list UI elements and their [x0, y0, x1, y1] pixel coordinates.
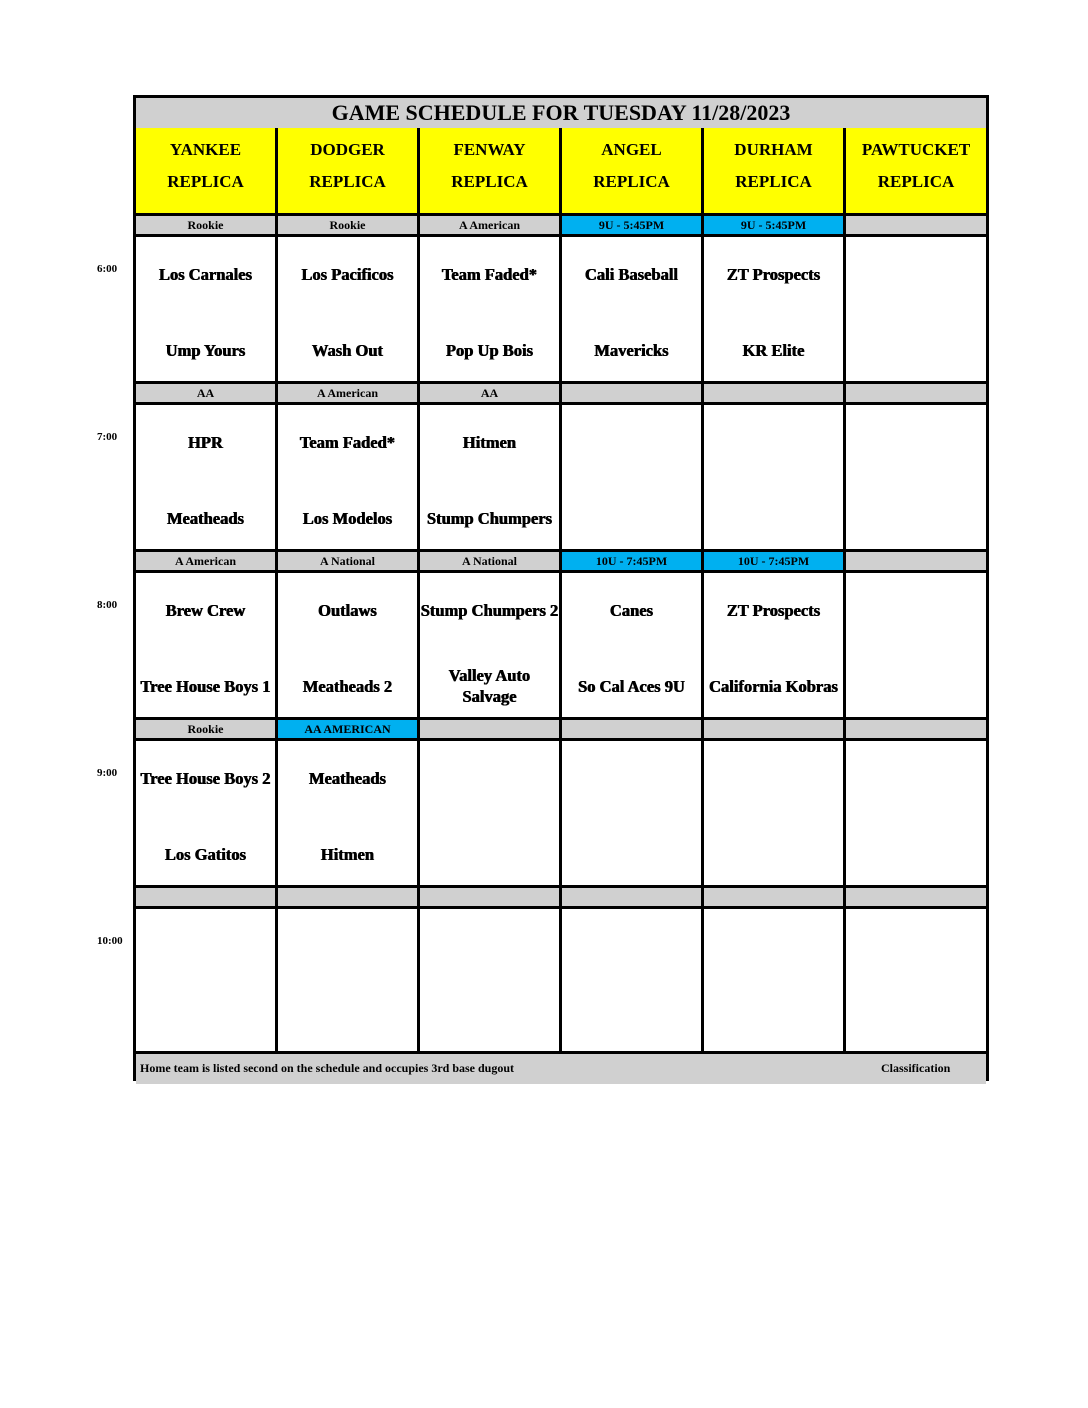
- away-team: HPR: [188, 432, 223, 452]
- schedule-sheet: [133, 95, 989, 1081]
- game-cell: [420, 573, 562, 717]
- game-cell: [704, 909, 846, 1053]
- away-team: Meatheads: [309, 768, 386, 788]
- game-cell: [420, 237, 562, 381]
- game-row: [136, 741, 986, 885]
- field-header-2: [278, 128, 420, 213]
- home-team: [846, 833, 986, 875]
- home-team: Ump Yours: [165, 340, 246, 360]
- home-team: [846, 665, 986, 707]
- field-name: PAWTUCKET: [861, 140, 971, 159]
- division-label: [562, 720, 704, 738]
- division-label: [278, 888, 420, 906]
- home-team: Meatheads 2: [302, 676, 393, 696]
- time-label: 8:00: [97, 599, 118, 611]
- home-team: [846, 329, 986, 371]
- field-name: DODGER: [310, 140, 385, 159]
- field-subtitle: REPLICA: [877, 172, 955, 191]
- division-label: [420, 888, 562, 906]
- game-cell: [846, 909, 986, 1053]
- home-team: [562, 833, 701, 875]
- game-cell: [846, 573, 986, 717]
- away-team: Canes: [609, 600, 654, 620]
- away-team: Los Pacificos: [301, 264, 394, 284]
- game-cell: [278, 741, 420, 885]
- field-header-5: [704, 128, 846, 213]
- division-label: Rookie: [278, 216, 420, 234]
- away-team: Outlaws: [318, 600, 377, 620]
- field-name: YANKEE: [169, 140, 242, 159]
- field-subtitle: REPLICA: [309, 172, 386, 191]
- home-team: [704, 497, 843, 539]
- division-label: Rookie: [136, 216, 278, 234]
- division-label: AA AMERICAN: [278, 720, 420, 738]
- away-team: Stump Chumpers 2: [420, 600, 559, 620]
- home-team: Tree House Boys 1: [140, 676, 271, 696]
- game-cell: [704, 405, 846, 549]
- division-row: [136, 885, 986, 909]
- division-label: [562, 384, 704, 402]
- game-cell: [562, 573, 704, 717]
- time-label: 10:00: [97, 935, 123, 947]
- game-cell: [278, 405, 420, 549]
- time-label: 9:00: [97, 767, 118, 779]
- division-label: 9U - 5:45PM: [704, 216, 846, 234]
- away-team: [562, 929, 701, 963]
- field-header-1: [136, 128, 278, 213]
- home-team: Mavericks: [594, 340, 669, 360]
- away-team: [704, 761, 843, 795]
- home-team: California Kobras: [709, 676, 838, 696]
- footer-bar: [136, 1051, 986, 1084]
- away-team: [704, 425, 843, 459]
- division-label: AA: [136, 384, 278, 402]
- game-cell: [562, 909, 704, 1053]
- away-team: Hitmen: [462, 432, 517, 452]
- game-cell: [136, 741, 278, 885]
- home-team: Meatheads: [167, 508, 244, 528]
- away-team: [846, 593, 986, 627]
- field-header-4: [562, 128, 704, 213]
- game-row: [136, 909, 986, 1053]
- home-team: [136, 1001, 275, 1043]
- division-label: AA: [420, 384, 562, 402]
- field-name: FENWAY: [453, 140, 526, 159]
- home-team: [420, 833, 559, 875]
- game-cell: [562, 741, 704, 885]
- division-label: [846, 384, 986, 402]
- division-label: A American: [136, 552, 278, 570]
- home-team: [846, 1001, 986, 1043]
- game-cell: [562, 405, 704, 549]
- division-label: A American: [420, 216, 562, 234]
- away-team: [846, 425, 986, 459]
- home-team: Los Modelos: [302, 508, 393, 528]
- home-team: Valley Auto Salvage: [448, 666, 531, 706]
- home-team: [704, 833, 843, 875]
- home-team: [278, 1001, 417, 1043]
- game-cell: [704, 237, 846, 381]
- away-team: [420, 761, 559, 795]
- field-subtitle: REPLICA: [593, 172, 670, 191]
- home-team: Stump Chumpers: [426, 508, 553, 528]
- game-cell: [278, 573, 420, 717]
- home-team: So Cal Aces 9U: [578, 676, 685, 696]
- division-label: 10U - 7:45PM: [562, 552, 704, 570]
- game-cell: [136, 405, 278, 549]
- game-cell: [420, 741, 562, 885]
- division-label: [846, 720, 986, 738]
- division-label: [704, 720, 846, 738]
- division-label: Rookie: [136, 720, 278, 738]
- away-team: [278, 929, 417, 963]
- home-team: Hitmen: [320, 844, 375, 864]
- away-team: Cali Baseball: [584, 264, 679, 284]
- division-label: [562, 888, 704, 906]
- away-team: [562, 761, 701, 795]
- game-cell: [278, 237, 420, 381]
- game-cell: [846, 237, 986, 381]
- division-label: [420, 720, 562, 738]
- division-label: [136, 888, 278, 906]
- division-label: A National: [278, 552, 420, 570]
- footer-legend: Classification: [881, 1061, 951, 1075]
- field-subtitle: REPLICA: [735, 172, 812, 191]
- away-team: [846, 257, 986, 291]
- home-team: [420, 1001, 559, 1043]
- home-team: [562, 497, 701, 539]
- division-label: [846, 216, 986, 234]
- away-team: ZT Prospects: [726, 600, 821, 620]
- game-row: [136, 237, 986, 381]
- game-cell: [278, 909, 420, 1053]
- division-label: [846, 552, 986, 570]
- time-label: 7:00: [97, 431, 118, 443]
- game-cell: [136, 573, 278, 717]
- game-cell: [136, 909, 278, 1053]
- game-cell: [420, 909, 562, 1053]
- home-team: Wash Out: [311, 340, 384, 360]
- away-team: [846, 761, 986, 795]
- field-name: ANGEL: [601, 140, 662, 159]
- home-team: [704, 1001, 843, 1043]
- field-header-6: [846, 128, 986, 213]
- game-cell: [704, 573, 846, 717]
- division-row: [136, 549, 986, 573]
- away-team: Los Carnales: [158, 264, 253, 284]
- division-label: A American: [278, 384, 420, 402]
- division-label: [704, 888, 846, 906]
- division-row: [136, 717, 986, 741]
- away-team: [136, 929, 275, 963]
- away-team: [846, 929, 986, 963]
- page-title: GAME SCHEDULE FOR TUESDAY 11/28/2023: [331, 100, 791, 125]
- away-team: [420, 929, 559, 963]
- game-cell: [562, 237, 704, 381]
- field-subtitle: REPLICA: [451, 172, 528, 191]
- away-team: [562, 425, 701, 459]
- away-team: Brew Crew: [165, 600, 246, 620]
- home-team: Los Gatitos: [164, 844, 247, 864]
- division-label: A National: [420, 552, 562, 570]
- field-name: DURHAM: [734, 140, 813, 159]
- away-team: ZT Prospects: [726, 264, 821, 284]
- game-cell: [704, 741, 846, 885]
- division-label: 10U - 7:45PM: [704, 552, 846, 570]
- away-team: [704, 929, 843, 963]
- time-label: 6:00: [97, 263, 118, 275]
- home-team: KR Elite: [742, 340, 805, 360]
- division-label: [846, 888, 986, 906]
- field-header-row: [136, 128, 986, 213]
- game-row: [136, 573, 986, 717]
- game-cell: [846, 405, 986, 549]
- division-row: [136, 213, 986, 237]
- game-row: [136, 405, 986, 549]
- footer-note: Home team is listed second on the schedule and occupies 3rd base dugout: [140, 1061, 515, 1075]
- game-cell: [136, 237, 278, 381]
- field-header-3: [420, 128, 562, 213]
- division-label: 9U - 5:45PM: [562, 216, 704, 234]
- home-team: [562, 1001, 701, 1043]
- away-team: Team Faded*: [299, 432, 396, 452]
- home-team: [846, 497, 986, 539]
- game-cell: [846, 741, 986, 885]
- division-row: [136, 381, 986, 405]
- away-team: Team Faded*: [441, 264, 538, 284]
- field-subtitle: REPLICA: [167, 172, 244, 191]
- title-bar: [136, 98, 986, 131]
- home-team: Pop Up Bois: [445, 340, 534, 360]
- division-label: [704, 384, 846, 402]
- game-cell: [420, 405, 562, 549]
- away-team: Tree House Boys 2: [140, 768, 271, 788]
